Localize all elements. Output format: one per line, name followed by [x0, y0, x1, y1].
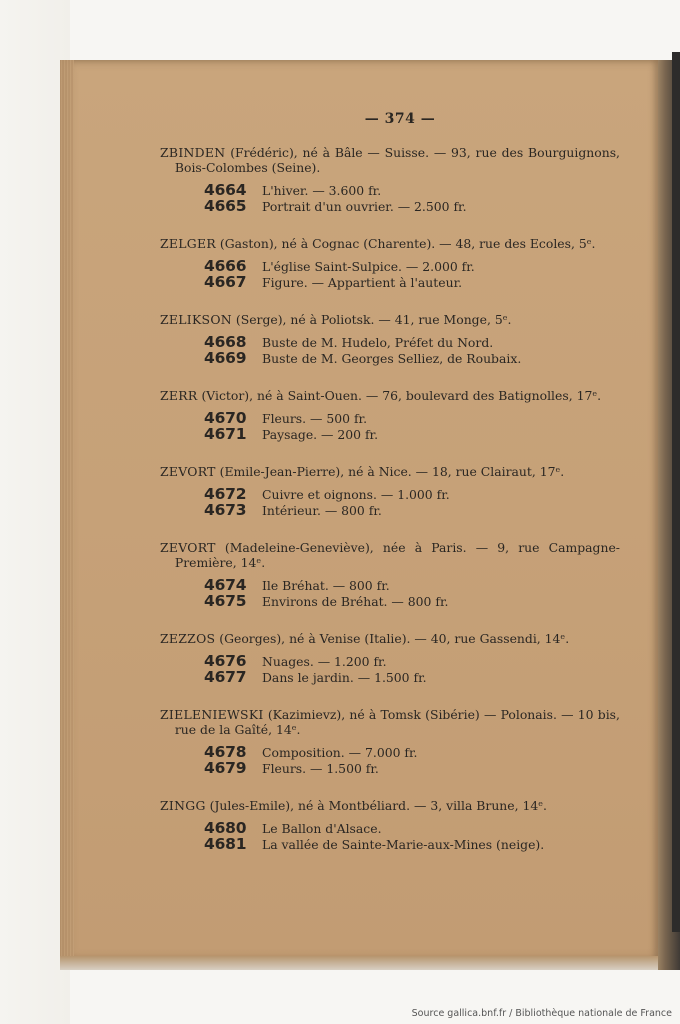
catalogue-entry [160, 312, 620, 367]
artist-line [160, 798, 620, 813]
artist-details: (Frédéric), né à Bâle — Suisse. — 93, rue des Bourguignons, Bois-Colombes (Seine). [174, 145, 620, 175]
works-list [204, 183, 620, 215]
work-item [204, 335, 620, 351]
work-title: Buste de M. Hudelo, Préfet du Nord. [262, 335, 494, 350]
catalogue-entry [160, 236, 620, 291]
work-title: Paysage. — 200 fr. [262, 427, 379, 442]
work-item [204, 578, 620, 594]
artist-name: ZERR [160, 388, 198, 403]
work-title: L'hiver. — 3.600 fr. [262, 183, 382, 198]
catalogue-number: 4676 [204, 652, 247, 670]
book-spine-shadow [672, 52, 680, 932]
catalogue-number: 4670 [204, 409, 247, 427]
artist-line [160, 631, 620, 646]
artist-name: ZIELENIEWSKI [160, 707, 264, 722]
catalogue-entry [160, 464, 620, 519]
works-list [204, 745, 620, 777]
artist-name: ZELIKSON [160, 312, 232, 327]
catalogue-entry [160, 707, 620, 777]
artist-details: (Madeleine-Geneviève), née à Paris. — 9, rue Campagne-Première, 14ᵉ. [174, 540, 620, 570]
works-list [204, 578, 620, 610]
works-list [204, 259, 620, 291]
artist-name: ZELGER [160, 236, 216, 251]
catalogue-number: 4677 [204, 668, 247, 686]
artist-line [160, 236, 620, 251]
catalogue-number: 4664 [204, 181, 247, 199]
artist-details: (Emile-Jean-Pierre), né à Nice. — 18, rue Clairaut, 17ᵉ. [219, 464, 565, 479]
catalogue-entry [160, 631, 620, 686]
artist-name: ZEZZOS [160, 631, 216, 646]
works-list [204, 335, 620, 367]
catalogue-number: 4672 [204, 485, 247, 503]
artist-details: (Victor), né à Saint-Ouen. — 76, boulevard des Batignolles, 17ᵉ. [201, 388, 602, 403]
work-item [204, 275, 620, 291]
work-item [204, 503, 620, 519]
work-item [204, 259, 620, 275]
catalogue-number: 4665 [204, 197, 247, 215]
catalogue-entry [160, 540, 620, 610]
work-item [204, 411, 620, 427]
page-leaves-edge [60, 60, 74, 960]
work-item [204, 427, 620, 443]
catalogue-number: 4673 [204, 501, 247, 519]
artist-line [160, 388, 620, 403]
work-item [204, 487, 620, 503]
catalogue-number: 4679 [204, 759, 247, 777]
artist-details: (Jules-Emile), né à Montbéliard. — 3, villa Brune, 14ᵉ. [209, 798, 547, 813]
work-item [204, 351, 620, 367]
artist-name: ZEVORT [160, 540, 216, 555]
work-item [204, 594, 620, 610]
catalogue-number: 4668 [204, 333, 247, 351]
work-title: Dans le jardin. — 1.500 fr. [262, 670, 427, 685]
work-title: Fleurs. — 1.500 fr. [262, 761, 379, 776]
catalogue-number: 4669 [204, 349, 247, 367]
work-item [204, 199, 620, 215]
work-title: Le Ballon d'Alsace. [262, 821, 382, 836]
catalogue-number: 4671 [204, 425, 247, 443]
work-title: Composition. — 7.000 fr. [262, 745, 418, 760]
artist-details: (Serge), né à Poliotsk. — 41, rue Monge, 5ᵉ. [235, 312, 512, 327]
works-list [204, 821, 620, 853]
page-content [160, 112, 620, 874]
catalogue-number: 4680 [204, 819, 247, 837]
work-item [204, 821, 620, 837]
work-item [204, 670, 620, 686]
artist-details: (Kazimievz), né à Tomsk (Sibérie) — Polonais. — 10 bis, rue de la Gaîté, 14ᵉ. [174, 707, 620, 737]
artist-name: ZBINDEN [160, 145, 226, 160]
work-item [204, 654, 620, 670]
works-list [204, 654, 620, 686]
catalogue-number: 4674 [204, 576, 247, 594]
artist-line [160, 312, 620, 327]
work-title: Nuages. — 1.200 fr. [262, 654, 387, 669]
work-title: Intérieur. — 800 fr. [262, 503, 382, 518]
source-credit: Source gallica.bnf.fr / Bibliothèque nationale de France [411, 1008, 672, 1019]
work-title: Environs de Bréhat. — 800 fr. [262, 594, 449, 609]
artist-name: ZINGG [160, 798, 206, 813]
work-item [204, 183, 620, 199]
artist-line [160, 707, 620, 737]
work-title: La vallée de Sainte-Marie-aux-Mines (neige). [262, 837, 545, 852]
page-number: — 374 — [364, 111, 436, 127]
work-title: Portrait d'un ouvrier. — 2.500 fr. [262, 199, 467, 214]
works-list [204, 411, 620, 443]
work-title: Buste de M. Georges Selliez, de Roubaix. [262, 351, 522, 366]
artist-line [160, 145, 620, 175]
artist-line [160, 540, 620, 570]
work-item [204, 837, 620, 853]
catalogue-number: 4675 [204, 592, 247, 610]
entry-list [160, 145, 620, 853]
page-bottom-edge [60, 956, 658, 970]
artist-details: (Georges), né à Venise (Italie). — 40, rue Gassendi, 14ᵉ. [219, 631, 570, 646]
artist-details: (Gaston), né à Cognac (Charente). — 48, rue des Ecoles, 5ᵉ. [219, 236, 596, 251]
artist-line [160, 464, 620, 479]
catalogue-number: 4667 [204, 273, 247, 291]
catalogue-number: 4681 [204, 835, 247, 853]
works-list [204, 487, 620, 519]
catalogue-entry [160, 388, 620, 443]
work-title: Figure. — Appartient à l'auteur. [262, 275, 463, 290]
work-item [204, 745, 620, 761]
catalogue-number: 4666 [204, 257, 247, 275]
work-title: Fleurs. — 500 fr. [262, 411, 368, 426]
artist-name: ZEVORT [160, 464, 216, 479]
catalogue-entry [160, 798, 620, 853]
work-title: Ile Bréhat. — 800 fr. [262, 578, 390, 593]
catalogue-number: 4678 [204, 743, 247, 761]
work-item [204, 761, 620, 777]
catalogue-entry [160, 145, 620, 215]
work-title: L'église Saint-Sulpice. — 2.000 fr. [262, 259, 475, 274]
work-title: Cuivre et oignons. — 1.000 fr. [262, 487, 450, 502]
